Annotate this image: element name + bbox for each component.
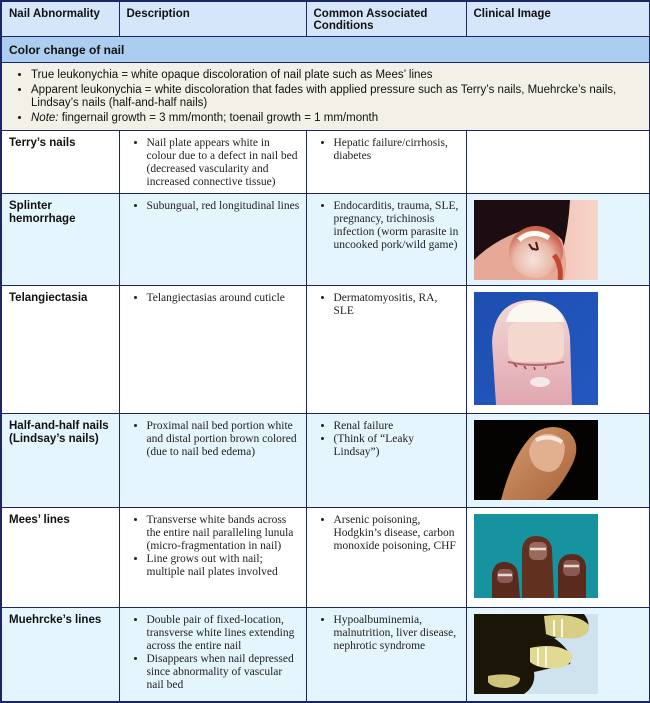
clinical-image-cell-empty — [466, 131, 650, 194]
splinter-hemorrhage-photo — [474, 200, 598, 280]
abnormality-name: Terry’s nails — [1, 131, 119, 194]
mees-lines-photo — [474, 514, 598, 598]
description-item: • Proximal nail bed portion white and distal portion brown colored (due to nail bed edema) — [147, 420, 300, 459]
description-list — [127, 137, 300, 189]
abnormality-name: Mees’ lines — [1, 508, 119, 608]
description-list — [127, 514, 300, 579]
description-list — [127, 420, 300, 459]
table-row — [1, 131, 650, 194]
section-title: Color change of nail — [1, 37, 650, 63]
abnormality-name: Telangiectasia — [1, 286, 119, 414]
conditions-list — [314, 514, 460, 553]
description-list — [127, 614, 300, 692]
header-row — [1, 1, 650, 37]
condition-item: • Endocarditis, trauma, SLE, pregnancy, trichinosis infection (worm parasite in uncooked pork/wild game) — [334, 200, 460, 252]
header-clinical-image: Clinical Image — [466, 1, 650, 37]
table-row — [1, 608, 650, 703]
header-description: Description — [119, 1, 306, 37]
description-list — [127, 200, 300, 213]
condition-item: • Hepatic failure/cirrhosis, diabetes — [334, 137, 460, 163]
abnormality-name: Splinter hemorrhage — [1, 194, 119, 286]
condition-item: • Dermatomyositis, RA, SLE — [334, 292, 460, 318]
condition-item: • Arsenic poisoning, Hodgkin’s disease, carbon monoxide poisoning, CHF — [334, 514, 460, 553]
abnormality-name: Half-and-half nails (Lindsay’s nails) — [1, 414, 119, 508]
conditions-list — [314, 200, 460, 252]
description-item: • Line grows out with nail; multiple nail plates involved — [147, 553, 300, 579]
abnormality-name: Muehrcke’s lines — [1, 608, 119, 703]
note-item: • Apparent leukonychia = white discoloration that fades with applied pressure such as Terry’s nails, Muehrcke’s nails, Lindsay’s nails (half-and-half nails) — [31, 84, 643, 111]
table-row — [1, 194, 650, 286]
description-item: • Double pair of fixed-location, transverse white lines extending across the entire nail — [147, 614, 300, 653]
conditions-list — [314, 137, 460, 163]
notes-list — [9, 69, 643, 125]
conditions-list — [314, 614, 460, 653]
note-prefix: Note: — [31, 111, 59, 124]
description-item: • Transverse white bands across the entire nail paralleling lunula (micro-fragmentation in nail) — [147, 514, 300, 553]
header-conditions: Common Associated Conditions — [306, 1, 466, 37]
table-row — [1, 508, 650, 608]
description-item: • Nail plate appears white in colour due to a defect in nail bed (decreased vascularity and increased connective tissue) — [147, 137, 300, 189]
description-item: • Disappears when nail depressed since abnormality of vascular nail bed — [147, 653, 300, 692]
note-item: • Note: fingernail growth = 3 mm/month; toenail growth = 1 mm/month — [31, 112, 643, 126]
section-row — [1, 37, 650, 63]
table-row — [1, 414, 650, 508]
conditions-list — [314, 420, 460, 459]
condition-item: • Hypoalbuminemia, malnutrition, liver disease, nephrotic syndrome — [334, 614, 460, 653]
description-item: • Telangiectasias around cuticle — [147, 292, 300, 305]
condition-item: • Renal failure — [334, 420, 460, 433]
table-row — [1, 286, 650, 414]
condition-item: • (Think of “Leaky Lindsay”) — [334, 433, 460, 459]
muehrckes-lines-photo — [474, 614, 598, 694]
notes-row — [1, 63, 650, 131]
conditions-list — [314, 292, 460, 318]
header-nail-abnormality: Nail Abnormality — [1, 1, 119, 37]
note-item: • True leukonychia = white opaque discoloration of nail plate such as Mees’ lines — [31, 69, 643, 83]
description-item: • Subungual, red longitudinal lines — [147, 200, 300, 213]
telangiectasia-photo — [474, 292, 598, 405]
half-and-half-nails-photo — [474, 420, 598, 500]
description-list — [127, 292, 300, 305]
